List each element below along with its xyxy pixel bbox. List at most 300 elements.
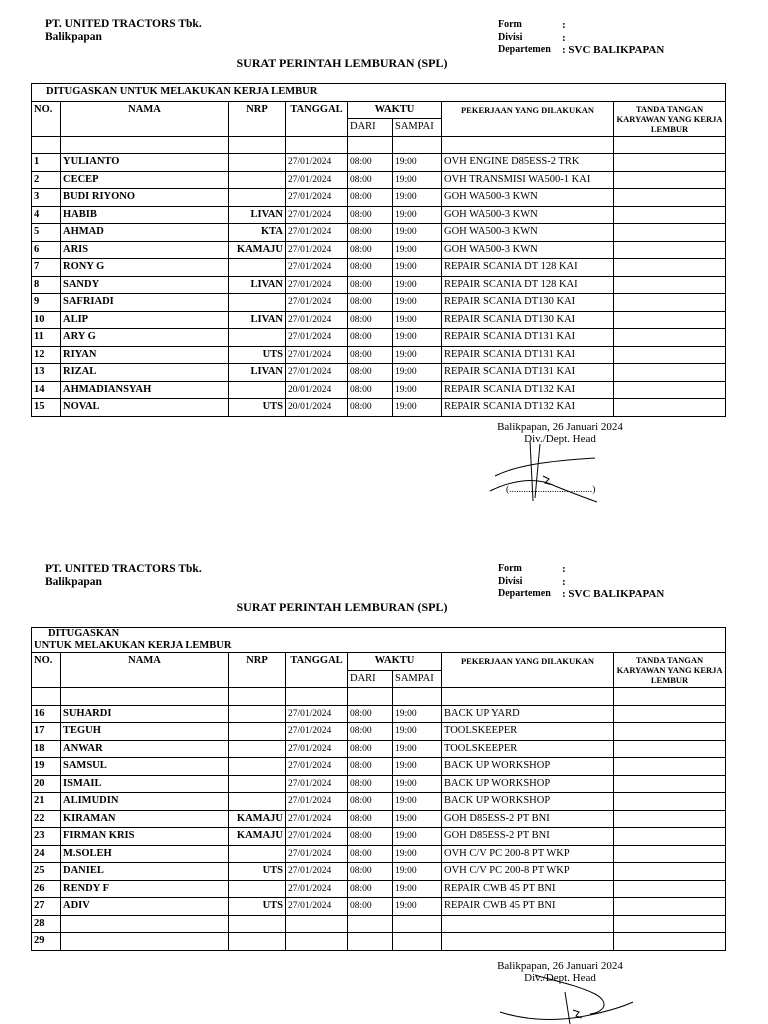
signature-scribble-2 <box>495 972 635 1024</box>
row-dari: 08:00 <box>348 845 393 863</box>
table-row <box>32 311 726 329</box>
form-meta <box>498 19 664 57</box>
table-row <box>32 294 726 312</box>
table-row <box>32 224 726 242</box>
row-pekerjaan <box>442 915 614 933</box>
row-tanggal: 27/01/2024 <box>286 828 348 846</box>
table-row <box>32 346 726 364</box>
row-tanggal: 27/01/2024 <box>286 740 348 758</box>
form-value: : <box>562 19 566 31</box>
row-sampai: 19:00 <box>393 705 442 723</box>
col-no: NO. <box>32 101 61 136</box>
row-dari: 08:00 <box>348 705 393 723</box>
table-row <box>32 329 726 347</box>
row-sampai: 19:00 <box>393 845 442 863</box>
row-signature-cell <box>614 294 726 312</box>
row-sampai: 19:00 <box>393 863 442 881</box>
row-signature-cell <box>614 329 726 347</box>
table-row <box>32 828 726 846</box>
row-dari: 08:00 <box>348 224 393 242</box>
row-nrp: KAMAJU <box>229 241 286 259</box>
row-tanggal: 27/01/2024 <box>286 758 348 776</box>
row-nama: SUHARDI <box>61 705 229 723</box>
row-no: 27 <box>32 898 61 916</box>
row-pekerjaan: REPAIR CWB 45 PT BNI <box>442 880 614 898</box>
row-dari: 08:00 <box>348 171 393 189</box>
col-pekerjaan: PEKERJAAN YANG DILAKUKAN <box>442 101 614 136</box>
row-sampai: 19:00 <box>393 346 442 364</box>
form-value-2: : <box>562 563 566 575</box>
row-dari: 08:00 <box>348 259 393 277</box>
row-signature-cell <box>614 241 726 259</box>
row-signature-cell <box>614 845 726 863</box>
row-nrp: LIVAN <box>229 311 286 329</box>
company-city: Balikpapan <box>45 30 102 43</box>
row-nama <box>61 933 229 951</box>
col-sampai: SAMPAI <box>393 119 442 137</box>
row-tanggal: 27/01/2024 <box>286 723 348 741</box>
row-sampai: 19:00 <box>393 758 442 776</box>
company-block-2 <box>45 563 202 588</box>
row-nrp <box>229 933 286 951</box>
row-no: 23 <box>32 828 61 846</box>
row-no: 10 <box>32 311 61 329</box>
row-nama: AHMAD <box>61 224 229 242</box>
row-signature-cell <box>614 758 726 776</box>
row-signature-cell <box>614 915 726 933</box>
row-pekerjaan: REPAIR SCANIA DT130 KAI <box>442 311 614 329</box>
row-signature-cell <box>614 154 726 172</box>
row-dari: 08:00 <box>348 381 393 399</box>
row-nrp <box>229 381 286 399</box>
row-no: 21 <box>32 793 61 811</box>
row-sampai: 19:00 <box>393 793 442 811</box>
row-no: 26 <box>32 880 61 898</box>
row-signature-cell <box>614 793 726 811</box>
table-row <box>32 364 726 382</box>
row-signature-cell <box>614 705 726 723</box>
row-sampai: 19:00 <box>393 329 442 347</box>
signature-name-line: (...................................) <box>506 485 596 495</box>
row-dari: 08:00 <box>348 898 393 916</box>
row-sampai <box>393 915 442 933</box>
row-signature-cell <box>614 399 726 417</box>
assignment-label-2 <box>32 628 726 653</box>
row-signature-cell <box>614 364 726 382</box>
row-nama: BUDI RIYONO <box>61 189 229 207</box>
document-title: SURAT PERINTAH LEMBURAN (SPL) <box>236 56 448 70</box>
row-no: 16 <box>32 705 61 723</box>
overtime-rows-2 <box>32 705 726 950</box>
row-nama: ARIS <box>61 241 229 259</box>
row-nama: M.SOLEH <box>61 845 229 863</box>
table-row <box>32 381 726 399</box>
department-label: Departemen <box>498 44 551 55</box>
row-nama: HABIB <box>61 206 229 224</box>
row-dari: 08:00 <box>348 828 393 846</box>
col-tanggal-2: TANGGAL <box>286 653 348 688</box>
row-nama: ALIMUDIN <box>61 793 229 811</box>
row-dari: 08:00 <box>348 311 393 329</box>
company-name: PT. UNITED TRACTORS Tbk. <box>45 18 202 30</box>
row-no: 22 <box>32 810 61 828</box>
row-signature-cell <box>614 206 726 224</box>
row-dari: 08:00 <box>348 880 393 898</box>
row-signature-cell <box>614 171 726 189</box>
overtime-rows-1 <box>32 154 726 417</box>
row-tanggal <box>286 933 348 951</box>
row-signature-cell <box>614 189 726 207</box>
row-nama: NOVAL <box>61 399 229 417</box>
row-sampai <box>393 933 442 951</box>
row-sampai: 19:00 <box>393 723 442 741</box>
row-dari: 08:00 <box>348 364 393 382</box>
row-no: 18 <box>32 740 61 758</box>
row-nrp: KTA <box>229 224 286 242</box>
row-no: 29 <box>32 933 61 951</box>
row-dari: 08:00 <box>348 189 393 207</box>
row-sampai: 19:00 <box>393 171 442 189</box>
row-tanggal: 27/01/2024 <box>286 206 348 224</box>
row-pekerjaan: REPAIR SCANIA DT 128 KAI <box>442 259 614 277</box>
row-dari: 08:00 <box>348 863 393 881</box>
table-row <box>32 775 726 793</box>
row-no: 25 <box>32 863 61 881</box>
row-dari: 08:00 <box>348 758 393 776</box>
col-dari: DARI <box>348 119 393 137</box>
row-pekerjaan: BACK UP YARD <box>442 705 614 723</box>
col-tanda-tangan: TANDA TANGAN KARYAWAN YANG KERJA LEMBUR <box>614 101 726 136</box>
row-nrp <box>229 775 286 793</box>
col-pekerjaan-2: PEKERJAAN YANG DILAKUKAN <box>442 653 614 688</box>
row-tanggal: 27/01/2024 <box>286 775 348 793</box>
row-tanggal: 27/01/2024 <box>286 845 348 863</box>
signature-scribble <box>485 436 605 506</box>
row-sampai: 19:00 <box>393 880 442 898</box>
row-pekerjaan: OVH C/V PC 200-8 PT WKP <box>442 863 614 881</box>
row-tanggal: 27/01/2024 <box>286 276 348 294</box>
row-nrp: KAMAJU <box>229 828 286 846</box>
row-sampai: 19:00 <box>393 828 442 846</box>
row-pekerjaan: REPAIR CWB 45 PT BNI <box>442 898 614 916</box>
row-pekerjaan: TOOLSKEEPER <box>442 723 614 741</box>
row-pekerjaan <box>442 933 614 951</box>
document-title-2: SURAT PERINTAH LEMBURAN (SPL) <box>236 600 448 614</box>
row-dari: 08:00 <box>348 793 393 811</box>
row-pekerjaan: GOH WA500-3 KWN <box>442 241 614 259</box>
row-dari: 08:00 <box>348 740 393 758</box>
col-sampai-2: SAMPAI <box>393 670 442 688</box>
row-nrp: KAMAJU <box>229 810 286 828</box>
row-dari <box>348 933 393 951</box>
row-tanggal: 27/01/2024 <box>286 241 348 259</box>
row-tanggal: 27/01/2024 <box>286 154 348 172</box>
row-pekerjaan: REPAIR SCANIA DT132 KAI <box>442 399 614 417</box>
form-label: Form <box>498 19 522 30</box>
table-row <box>32 154 726 172</box>
table-row <box>32 933 726 951</box>
col-tanggal: TANGGAL <box>286 101 348 136</box>
row-no: 19 <box>32 758 61 776</box>
table-row <box>32 793 726 811</box>
row-pekerjaan: OVH C/V PC 200-8 PT WKP <box>442 845 614 863</box>
row-pekerjaan: REPAIR SCANIA DT130 KAI <box>442 294 614 312</box>
row-signature-cell <box>614 898 726 916</box>
assignment-line-2: UNTUK MELAKUKAN KERJA LEMBUR <box>34 640 232 651</box>
row-dari: 08:00 <box>348 399 393 417</box>
row-nrp: LIVAN <box>229 276 286 294</box>
row-nama: ALIP <box>61 311 229 329</box>
row-nama: RIYAN <box>61 346 229 364</box>
row-sampai: 19:00 <box>393 399 442 417</box>
row-nrp <box>229 845 286 863</box>
row-dari: 08:00 <box>348 775 393 793</box>
row-nrp <box>229 723 286 741</box>
department-value-2: : SVC BALIKPAPAN <box>562 588 665 600</box>
row-dari: 08:00 <box>348 241 393 259</box>
overtime-table-1 <box>31 83 726 417</box>
row-sampai: 19:00 <box>393 276 442 294</box>
row-dari: 08:00 <box>348 723 393 741</box>
row-nama: AHMADIANSYAH <box>61 381 229 399</box>
table-row <box>32 898 726 916</box>
row-pekerjaan: REPAIR SCANIA DT131 KAI <box>442 364 614 382</box>
row-dari: 08:00 <box>348 810 393 828</box>
col-dari-2: DARI <box>348 670 393 688</box>
row-no: 13 <box>32 364 61 382</box>
row-tanggal: 27/01/2024 <box>286 311 348 329</box>
row-tanggal: 27/01/2024 <box>286 346 348 364</box>
row-pekerjaan: GOH WA500-3 KWN <box>442 206 614 224</box>
table-row <box>32 845 726 863</box>
row-pekerjaan: BACK UP WORKSHOP <box>442 793 614 811</box>
row-signature-cell <box>614 346 726 364</box>
table-row <box>32 399 726 417</box>
table-row <box>32 189 726 207</box>
col-nrp: NRP <box>229 101 286 136</box>
row-tanggal: 27/01/2024 <box>286 189 348 207</box>
row-tanggal: 27/01/2024 <box>286 898 348 916</box>
row-nrp <box>229 171 286 189</box>
row-nrp <box>229 329 286 347</box>
row-dari <box>348 915 393 933</box>
row-dari: 08:00 <box>348 276 393 294</box>
row-no: 8 <box>32 276 61 294</box>
row-tanggal <box>286 915 348 933</box>
row-nama: TEGUH <box>61 723 229 741</box>
row-pekerjaan: REPAIR SCANIA DT131 KAI <box>442 329 614 347</box>
row-nrp <box>229 154 286 172</box>
assignment-line-1: DITUGASKAN <box>48 628 120 639</box>
row-pekerjaan: REPAIR SCANIA DT132 KAI <box>442 381 614 399</box>
row-tanggal: 27/01/2024 <box>286 810 348 828</box>
row-no: 7 <box>32 259 61 277</box>
table-row <box>32 276 726 294</box>
row-tanggal: 27/01/2024 <box>286 880 348 898</box>
row-no: 2 <box>32 171 61 189</box>
row-no: 3 <box>32 189 61 207</box>
table-row <box>32 705 726 723</box>
row-no: 9 <box>32 294 61 312</box>
signature-place-date: Balikpapan, 26 Januari 2024 <box>497 421 623 433</box>
divisi-label: Divisi <box>498 31 523 43</box>
row-pekerjaan: BACK UP WORKSHOP <box>442 775 614 793</box>
row-signature-cell <box>614 933 726 951</box>
row-pekerjaan: BACK UP WORKSHOP <box>442 758 614 776</box>
row-no: 17 <box>32 723 61 741</box>
row-no: 12 <box>32 346 61 364</box>
divisi-value: : <box>562 31 566 44</box>
col-waktu-2: WAKTU <box>348 653 442 671</box>
row-signature-cell <box>614 276 726 294</box>
divisi-label-2: Divisi <box>498 575 523 587</box>
row-nama: ADIV <box>61 898 229 916</box>
signature-role: Div./Dept. Head <box>524 433 596 445</box>
row-nrp: UTS <box>229 863 286 881</box>
row-no: 1 <box>32 154 61 172</box>
row-tanggal: 27/01/2024 <box>286 364 348 382</box>
assignment-label: DITUGASKAN UNTUK MELAKUKAN KERJA LEMBUR <box>32 84 726 102</box>
row-nrp <box>229 758 286 776</box>
row-nama: RIZAL <box>61 364 229 382</box>
table-row <box>32 241 726 259</box>
row-no: 14 <box>32 381 61 399</box>
col-nama: NAMA <box>61 101 229 136</box>
row-pekerjaan: GOH WA500-3 KWN <box>442 189 614 207</box>
row-nama: YULIANTO <box>61 154 229 172</box>
row-nrp: LIVAN <box>229 206 286 224</box>
col-nama-2: NAMA <box>61 653 229 688</box>
col-tanda-tangan-2: TANDA TANGAN KARYAWAN YANG KERJA LEMBUR <box>614 653 726 688</box>
table-row <box>32 259 726 277</box>
row-sampai: 19:00 <box>393 206 442 224</box>
department-label-2: Departemen <box>498 588 551 599</box>
row-no: 24 <box>32 845 61 863</box>
row-nrp <box>229 189 286 207</box>
row-nrp <box>229 294 286 312</box>
row-tanggal: 27/01/2024 <box>286 793 348 811</box>
table-row <box>32 171 726 189</box>
col-waktu: WAKTU <box>348 101 442 119</box>
row-signature-cell <box>614 224 726 242</box>
row-pekerjaan: GOH D85ESS-2 PT BNI <box>442 828 614 846</box>
row-nama: CECEP <box>61 171 229 189</box>
row-pekerjaan: TOOLSKEEPER <box>442 740 614 758</box>
row-nama: FIRMAN KRIS <box>61 828 229 846</box>
row-nrp <box>229 740 286 758</box>
row-tanggal: 27/01/2024 <box>286 294 348 312</box>
row-nrp: UTS <box>229 346 286 364</box>
row-nrp <box>229 259 286 277</box>
table-row <box>32 863 726 881</box>
row-nama: RENDY F <box>61 880 229 898</box>
overtime-table-2 <box>31 627 726 951</box>
row-no: 11 <box>32 329 61 347</box>
col-nrp-2: NRP <box>229 653 286 688</box>
row-nama: ARY G <box>61 329 229 347</box>
row-nrp: UTS <box>229 898 286 916</box>
row-signature-cell <box>614 863 726 881</box>
row-signature-cell <box>614 259 726 277</box>
row-no: 6 <box>32 241 61 259</box>
table-row <box>32 758 726 776</box>
row-signature-cell <box>614 810 726 828</box>
row-pekerjaan: OVH TRANSMISI WA500-1 KAI <box>442 171 614 189</box>
row-nrp <box>229 880 286 898</box>
row-tanggal: 20/01/2024 <box>286 399 348 417</box>
row-sampai: 19:00 <box>393 311 442 329</box>
row-no: 4 <box>32 206 61 224</box>
table-row <box>32 880 726 898</box>
signature-role-2: Div./Dept. Head <box>524 972 596 984</box>
row-sampai: 19:00 <box>393 381 442 399</box>
row-dari: 08:00 <box>348 154 393 172</box>
row-nrp <box>229 915 286 933</box>
row-dari: 08:00 <box>348 329 393 347</box>
row-sampai: 19:00 <box>393 810 442 828</box>
row-sampai: 19:00 <box>393 775 442 793</box>
row-signature-cell <box>614 880 726 898</box>
row-tanggal: 27/01/2024 <box>286 171 348 189</box>
row-nama: DANIEL <box>61 863 229 881</box>
table-row <box>32 915 726 933</box>
row-nama: SAFRIADI <box>61 294 229 312</box>
company-name-2: PT. UNITED TRACTORS Tbk. <box>45 563 202 575</box>
signature-place-date-2: Balikpapan, 26 Januari 2024 <box>497 960 623 972</box>
col-no-2: NO. <box>32 653 61 688</box>
row-nama: ANWAR <box>61 740 229 758</box>
form-label-2: Form <box>498 563 522 574</box>
company-block <box>45 18 202 43</box>
table-row <box>32 206 726 224</box>
table-row <box>32 810 726 828</box>
row-dari: 08:00 <box>348 206 393 224</box>
row-signature-cell <box>614 828 726 846</box>
row-signature-cell <box>614 775 726 793</box>
row-nrp <box>229 793 286 811</box>
row-signature-cell <box>614 311 726 329</box>
row-signature-cell <box>614 740 726 758</box>
row-dari: 08:00 <box>348 346 393 364</box>
divisi-value-2: : <box>562 575 566 588</box>
row-nama <box>61 915 229 933</box>
department-value: : SVC BALIKPAPAN <box>562 44 665 56</box>
form-meta-2 <box>498 563 664 601</box>
row-signature-cell <box>614 723 726 741</box>
row-tanggal: 27/01/2024 <box>286 863 348 881</box>
company-city-2: Balikpapan <box>45 575 102 588</box>
table-row <box>32 740 726 758</box>
row-no: 5 <box>32 224 61 242</box>
row-nrp: LIVAN <box>229 364 286 382</box>
row-nrp <box>229 705 286 723</box>
row-nama: KIRAMAN <box>61 810 229 828</box>
row-dari: 08:00 <box>348 294 393 312</box>
row-sampai: 19:00 <box>393 224 442 242</box>
row-no: 20 <box>32 775 61 793</box>
row-pekerjaan: OVH ENGINE D85ESS-2 TRK <box>442 154 614 172</box>
row-sampai: 19:00 <box>393 364 442 382</box>
row-signature-cell <box>614 381 726 399</box>
row-nama: SAMSUL <box>61 758 229 776</box>
row-sampai: 19:00 <box>393 189 442 207</box>
row-no: 28 <box>32 915 61 933</box>
row-tanggal: 27/01/2024 <box>286 329 348 347</box>
table-row <box>32 723 726 741</box>
row-sampai: 19:00 <box>393 294 442 312</box>
row-pekerjaan: GOH D85ESS-2 PT BNI <box>442 810 614 828</box>
row-tanggal: 20/01/2024 <box>286 381 348 399</box>
